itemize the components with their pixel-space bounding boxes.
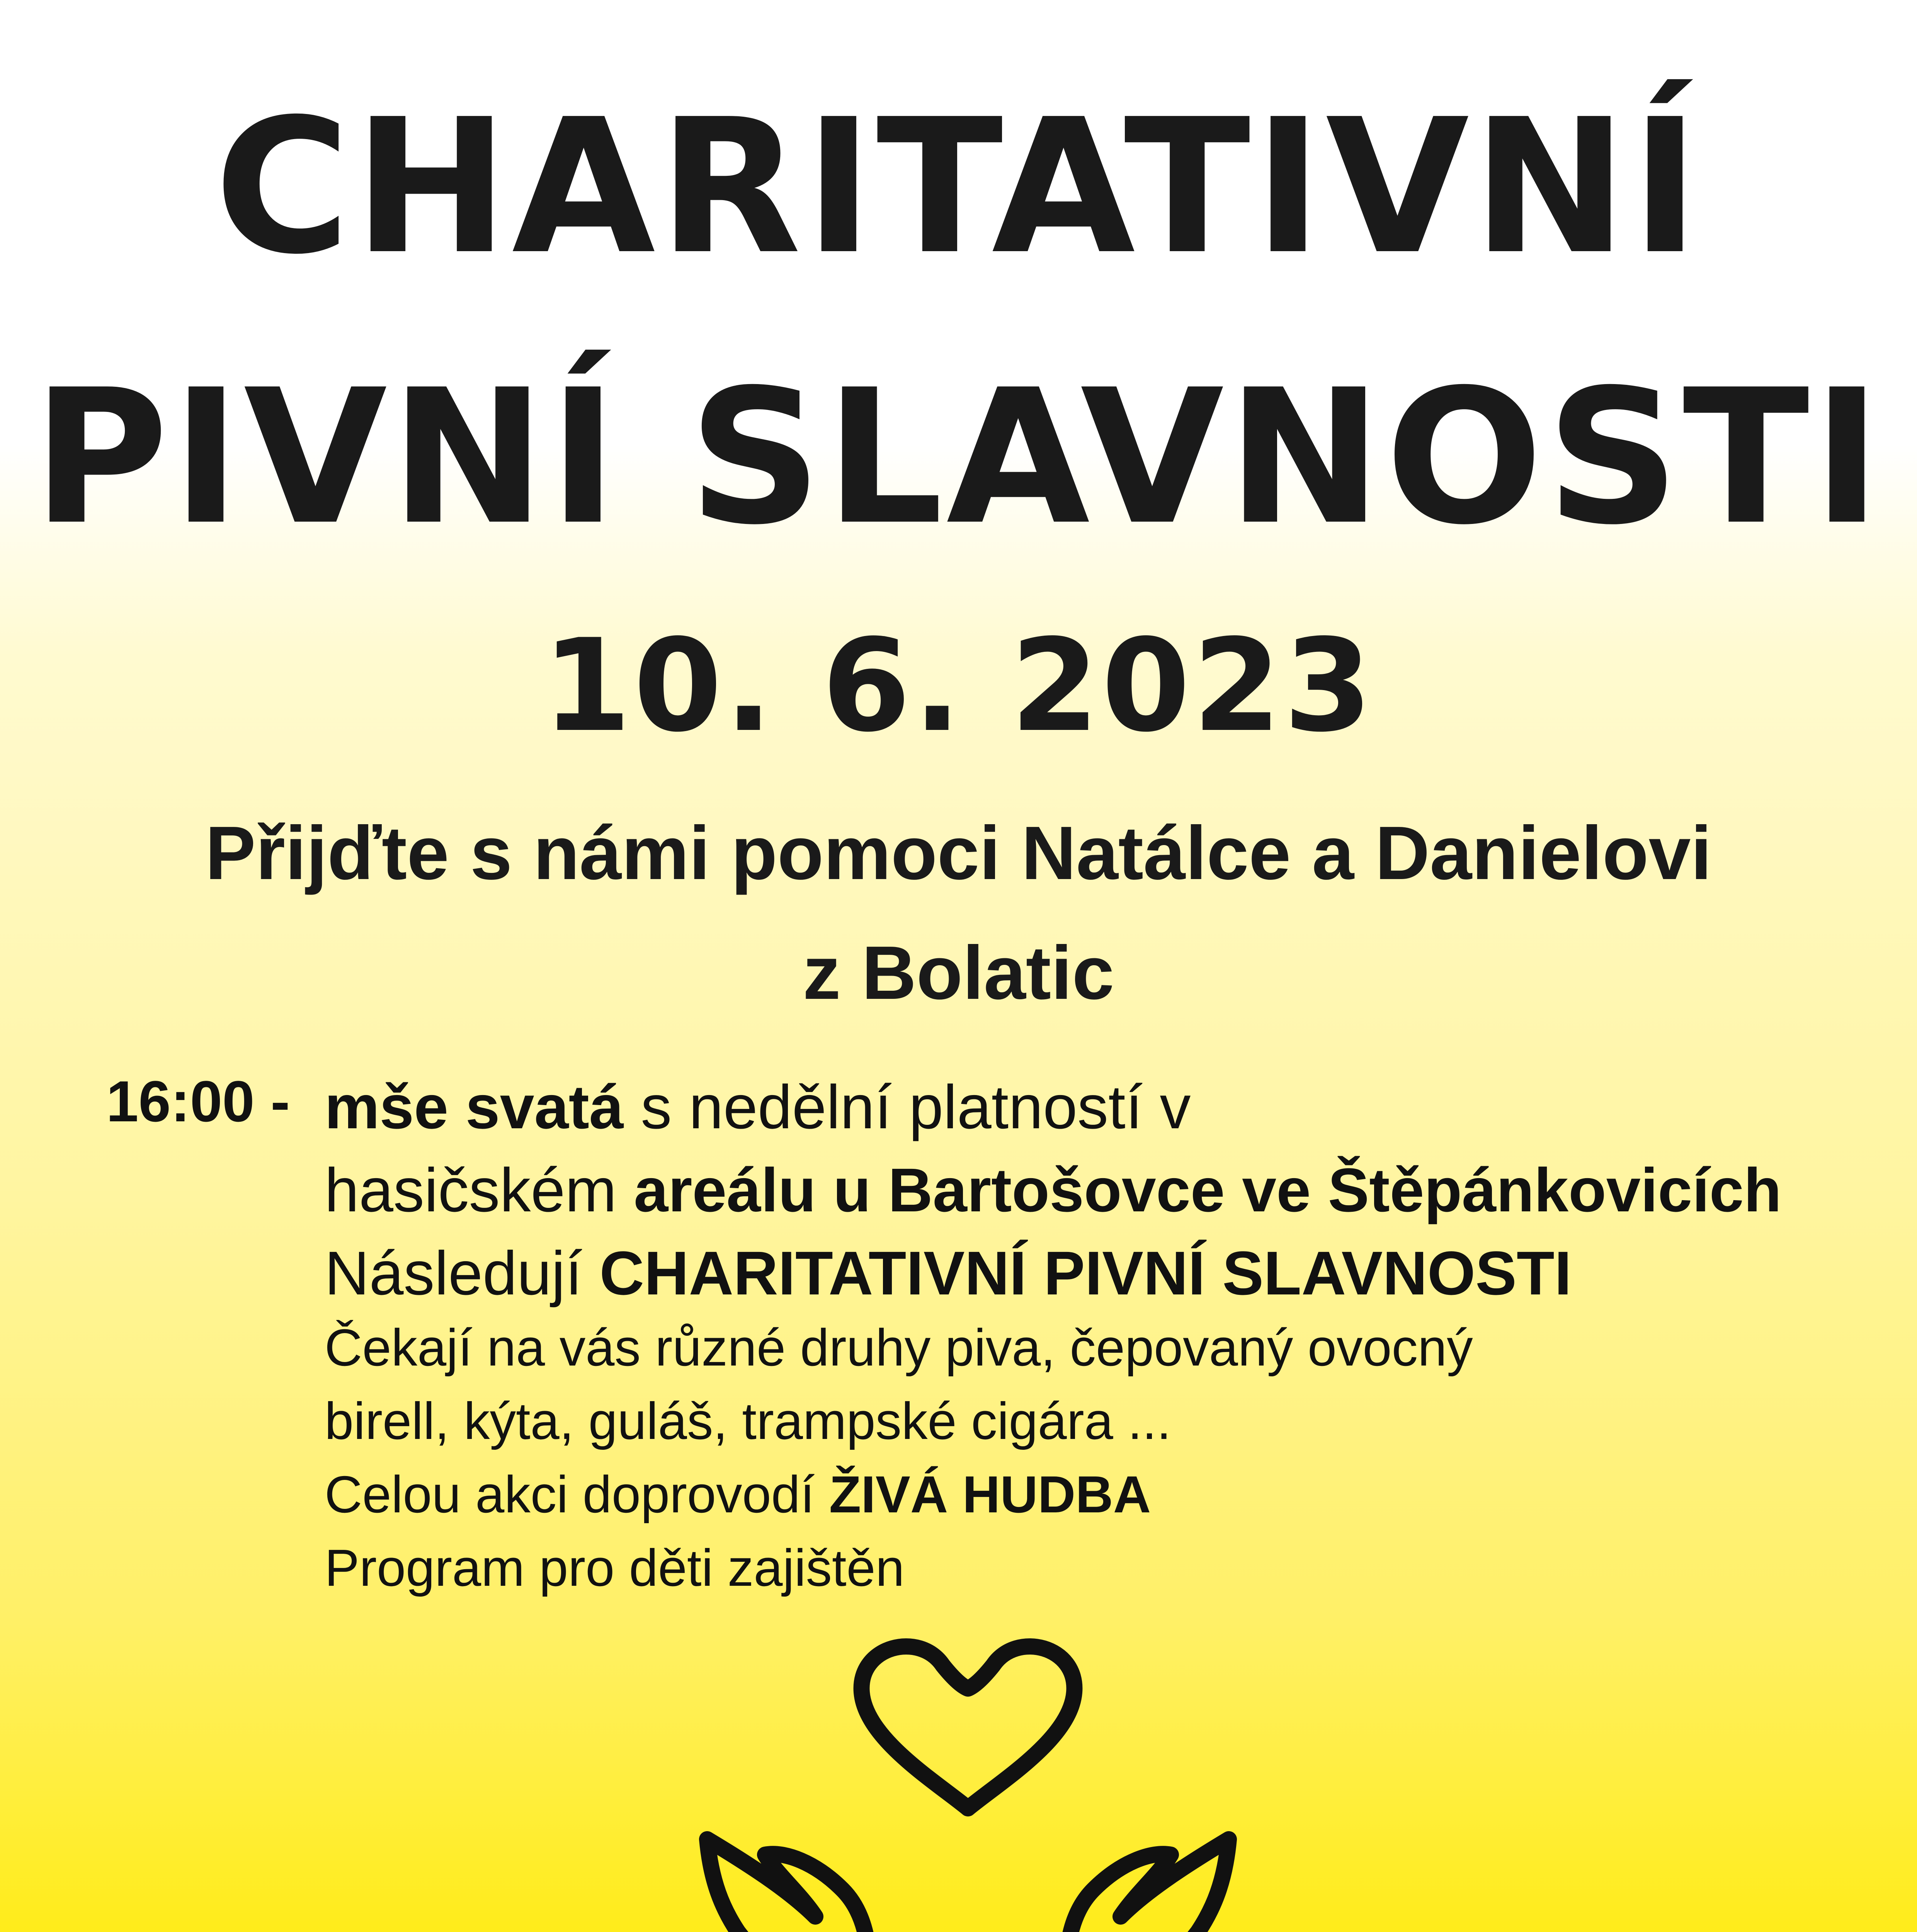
right-hand-icon [1067, 1839, 1229, 1932]
program-line-6-bold: ŽIVÁ HUDBA [829, 1465, 1151, 1524]
subtitle-line-1: Přijďte s námi pomoci Natálce a Danielovi [205, 811, 1712, 895]
program-line-2-plain: hasičském [325, 1155, 634, 1225]
program-line-1-rest: s nedělní platností v [623, 1072, 1191, 1141]
program-line-2 [325, 1155, 1782, 1225]
event-date: 10. 6. 2023 [542, 612, 1375, 760]
program-line-6-plain: Celou akci doprovodí [325, 1465, 829, 1524]
program-line-5: birell, kýta, guláš, trampské cigára ... [325, 1392, 1171, 1450]
program-line-2-bold: areálu u Bartošovce ve Štěpánkovicích [634, 1155, 1782, 1225]
program-line-4: Čekají na vás různé druhy piva, čepovaný ovocný [325, 1318, 1473, 1377]
program-time: 16:00 - [106, 1069, 290, 1134]
program-line-3-plain: Následují [325, 1238, 600, 1308]
program-line-3 [325, 1238, 1572, 1308]
title-line-2: PIVNÍ SLAVNOSTI [32, 350, 1885, 566]
heart-icon [862, 1646, 1075, 1808]
heart-in-hands-icon [688, 1623, 1248, 1932]
left-hand-icon [707, 1839, 869, 1932]
program-line-7: Program pro děti zajištěn [325, 1539, 905, 1597]
title-line-1: CHARITATIVNÍ [214, 79, 1703, 295]
program-line-3-bold: CHARITATIVNÍ PIVNÍ SLAVNOSTI [599, 1238, 1572, 1308]
program-line-1 [325, 1072, 1191, 1141]
subtitle-line-2: z Bolatic [803, 930, 1114, 1015]
program-line-6 [325, 1465, 1151, 1524]
program-line-1-bold: mše svatá [325, 1072, 624, 1141]
